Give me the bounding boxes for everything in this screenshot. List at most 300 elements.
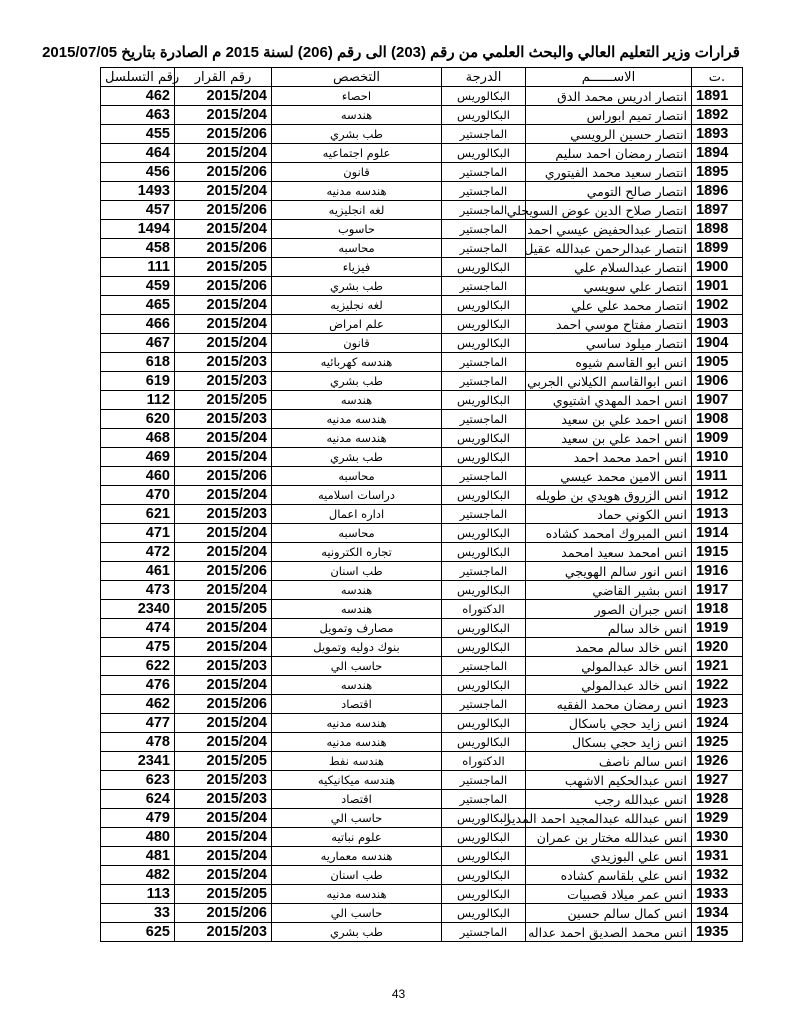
cell-name: انس احمد علي بن سعيد: [526, 429, 692, 448]
cell-num: 1914: [692, 524, 743, 543]
cell-degree: البكالوريس: [442, 866, 526, 885]
cell-degree: البكالوريس: [442, 144, 526, 163]
table-row: [101, 600, 743, 619]
table-row: [101, 372, 743, 391]
cell-num: 1899: [692, 239, 743, 258]
cell-decision: 2015/206: [175, 562, 272, 581]
cell-seq: 472: [101, 543, 175, 562]
cell-name: انس امحمد سعيد امحمد: [526, 543, 692, 562]
cell-specialty: هندسه مدنيه: [272, 733, 442, 752]
cell-seq: 624: [101, 790, 175, 809]
table-row: [101, 752, 743, 771]
cell-num: 1917: [692, 581, 743, 600]
cell-degree: الماجستير: [442, 790, 526, 809]
cell-specialty: طب بشري: [272, 448, 442, 467]
cell-specialty: قانون: [272, 334, 442, 353]
cell-decision: 2015/204: [175, 524, 272, 543]
cell-degree: البكالوريس: [442, 429, 526, 448]
cell-num: 1893: [692, 125, 743, 144]
cell-num: 1906: [692, 372, 743, 391]
cell-degree: البكالوريس: [442, 885, 526, 904]
cell-name: انتصار صلاح الدين عوض السويحلي: [526, 201, 692, 220]
cell-name: انس الزروق هويدي بن طويله: [526, 486, 692, 505]
cell-seq: 620: [101, 410, 175, 429]
cell-decision: 2015/206: [175, 904, 272, 923]
table-row: [101, 239, 743, 258]
cell-name: انتصار عبدالرحمن عبدالله عقيل: [526, 239, 692, 258]
cell-seq: 470: [101, 486, 175, 505]
cell-seq: 625: [101, 923, 175, 942]
cell-name: انتصار محمد علي علي: [526, 296, 692, 315]
table-row: [101, 106, 743, 125]
cell-num: 1904: [692, 334, 743, 353]
table-row: [101, 714, 743, 733]
table-row: [101, 866, 743, 885]
cell-name: انس رمضان محمد الفقيه: [526, 695, 692, 714]
cell-specialty: هندسه نفط: [272, 752, 442, 771]
cell-decision: 2015/204: [175, 581, 272, 600]
cell-num: 1921: [692, 657, 743, 676]
cell-num: 1909: [692, 429, 743, 448]
cell-specialty: علم امراض: [272, 315, 442, 334]
table-row: [101, 581, 743, 600]
cell-seq: 461: [101, 562, 175, 581]
table-row: [101, 163, 743, 182]
cell-specialty: هندسه مدنيه: [272, 714, 442, 733]
cell-decision: 2015/204: [175, 733, 272, 752]
cell-name: انتصار صالح التومي: [526, 182, 692, 201]
table-row: [101, 334, 743, 353]
cell-specialty: اقتصاد: [272, 790, 442, 809]
table-row: [101, 524, 743, 543]
cell-num: 1911: [692, 467, 743, 486]
cell-decision: 2015/204: [175, 334, 272, 353]
cell-num: 1934: [692, 904, 743, 923]
cell-degree: البكالوريس: [442, 448, 526, 467]
cell-name: انس خالد سالم: [526, 619, 692, 638]
cell-decision: 2015/206: [175, 163, 272, 182]
cell-seq: 2340: [101, 600, 175, 619]
cell-decision: 2015/206: [175, 201, 272, 220]
header-specialty: التخصص: [272, 68, 442, 87]
cell-specialty: طب بشري: [272, 923, 442, 942]
cell-name: انس جبران الصور: [526, 600, 692, 619]
table-row: [101, 828, 743, 847]
table-row: [101, 847, 743, 866]
cell-num: 1897: [692, 201, 743, 220]
cell-decision: 2015/205: [175, 258, 272, 277]
cell-degree: الماجستير: [442, 182, 526, 201]
cell-num: 1912: [692, 486, 743, 505]
cell-seq: 2341: [101, 752, 175, 771]
header-name: الاســــــم: [526, 68, 692, 87]
cell-name: انس كمال سالم حسين: [526, 904, 692, 923]
cell-decision: 2015/204: [175, 87, 272, 106]
cell-degree: الماجستير: [442, 372, 526, 391]
cell-name: انس خالد سالم محمد: [526, 638, 692, 657]
cell-decision: 2015/203: [175, 353, 272, 372]
cell-degree: البكالوريس: [442, 543, 526, 562]
cell-degree: الدكتوراه: [442, 752, 526, 771]
cell-seq: 458: [101, 239, 175, 258]
cell-decision: 2015/204: [175, 714, 272, 733]
cell-degree: البكالوريس: [442, 315, 526, 334]
cell-seq: 111: [101, 258, 175, 277]
table-row: [101, 486, 743, 505]
cell-specialty: علوم اجتماعيه: [272, 144, 442, 163]
cell-num: 1922: [692, 676, 743, 695]
cell-seq: 457: [101, 201, 175, 220]
cell-specialty: مصارف وتمويل: [272, 619, 442, 638]
cell-name: انس علي البوزيدي: [526, 847, 692, 866]
cell-degree: الماجستير: [442, 163, 526, 182]
table-row: [101, 258, 743, 277]
cell-seq: 465: [101, 296, 175, 315]
table-row: [101, 771, 743, 790]
cell-name: انتصار عبدالحفيض عيسي احمد: [526, 220, 692, 239]
cell-seq: 455: [101, 125, 175, 144]
table-row: [101, 296, 743, 315]
cell-degree: البكالوريس: [442, 296, 526, 315]
cell-specialty: بنوك دوليه وتمويل: [272, 638, 442, 657]
cell-degree: الماجستير: [442, 125, 526, 144]
header-seq: رقم التسلسل: [101, 68, 175, 87]
table-row: [101, 353, 743, 372]
table-row: [101, 201, 743, 220]
cell-seq: 1494: [101, 220, 175, 239]
cell-decision: 2015/203: [175, 657, 272, 676]
cell-seq: 471: [101, 524, 175, 543]
cell-specialty: حاسوب: [272, 220, 442, 239]
cell-decision: 2015/204: [175, 486, 272, 505]
cell-name: انس عبدالله رجب: [526, 790, 692, 809]
cell-seq: 618: [101, 353, 175, 372]
cell-name: انتصار ميلود ساسي: [526, 334, 692, 353]
table-row: [101, 809, 743, 828]
cell-degree: الماجستير: [442, 467, 526, 486]
cell-decision: 2015/206: [175, 467, 272, 486]
cell-degree: البكالوريس: [442, 486, 526, 505]
cell-decision: 2015/206: [175, 125, 272, 144]
cell-decision: 2015/203: [175, 771, 272, 790]
cell-decision: 2015/204: [175, 315, 272, 334]
cell-num: 1891: [692, 87, 743, 106]
table-row: [101, 448, 743, 467]
cell-specialty: فيزياء: [272, 258, 442, 277]
cell-decision: 2015/204: [175, 809, 272, 828]
cell-num: 1905: [692, 353, 743, 372]
cell-decision: 2015/205: [175, 752, 272, 771]
cell-degree: البكالوريس: [442, 258, 526, 277]
cell-specialty: هندسه: [272, 600, 442, 619]
cell-decision: 2015/205: [175, 391, 272, 410]
cell-name: انس عبدالله مختار بن عمران: [526, 828, 692, 847]
table-body: [101, 87, 743, 942]
cell-degree: الماجستير: [442, 239, 526, 258]
cell-name: انس زايد حجي باسكال: [526, 714, 692, 733]
cell-specialty: لغه انجليزيه: [272, 201, 442, 220]
cell-name: انس انور سالم الهويجي: [526, 562, 692, 581]
table-row: [101, 467, 743, 486]
page-number: 43: [391, 987, 406, 1001]
cell-seq: 480: [101, 828, 175, 847]
cell-degree: البكالوريس: [442, 106, 526, 125]
cell-decision: 2015/203: [175, 410, 272, 429]
cell-specialty: هندسه مدنيه: [272, 885, 442, 904]
header-num: ت.: [692, 68, 743, 87]
cell-specialty: هندسه معماريه: [272, 847, 442, 866]
decisions-table: [100, 67, 743, 942]
cell-num: 1916: [692, 562, 743, 581]
cell-name: انس سالم ناصف: [526, 752, 692, 771]
cell-num: 1892: [692, 106, 743, 125]
cell-name: انس بشير القاضي: [526, 581, 692, 600]
cell-decision: 2015/205: [175, 885, 272, 904]
cell-decision: 2015/204: [175, 220, 272, 239]
cell-num: 1932: [692, 866, 743, 885]
cell-name: انس محمد الصديق احمد عداله: [526, 923, 692, 942]
cell-num: 1930: [692, 828, 743, 847]
cell-seq: 1493: [101, 182, 175, 201]
cell-decision: 2015/203: [175, 505, 272, 524]
cell-name: انتصار تميم ابوراس: [526, 106, 692, 125]
table-row: [101, 695, 743, 714]
cell-name: انس خالد عبدالمولي: [526, 676, 692, 695]
cell-seq: 464: [101, 144, 175, 163]
table-row: [101, 562, 743, 581]
cell-num: 1933: [692, 885, 743, 904]
cell-specialty: هندسه: [272, 391, 442, 410]
cell-seq: 466: [101, 315, 175, 334]
cell-degree: الماجستير: [442, 277, 526, 296]
cell-specialty: اقتصاد: [272, 695, 442, 714]
cell-specialty: طب اسنان: [272, 866, 442, 885]
cell-name: انتصار مفتاح موسي احمد: [526, 315, 692, 334]
cell-name: انتصار حسين الرويسي: [526, 125, 692, 144]
cell-specialty: هندسه ميكانيكيه: [272, 771, 442, 790]
cell-specialty: علوم نباتيه: [272, 828, 442, 847]
cell-num: 1929: [692, 809, 743, 828]
cell-decision: 2015/204: [175, 866, 272, 885]
cell-decision: 2015/206: [175, 277, 272, 296]
cell-specialty: طب بشري: [272, 277, 442, 296]
cell-degree: البكالوريس: [442, 638, 526, 657]
cell-decision: 2015/203: [175, 923, 272, 942]
cell-decision: 2015/204: [175, 182, 272, 201]
cell-num: 1935: [692, 923, 743, 942]
cell-seq: 463: [101, 106, 175, 125]
cell-seq: 473: [101, 581, 175, 600]
cell-seq: 622: [101, 657, 175, 676]
cell-num: 1910: [692, 448, 743, 467]
cell-seq: 460: [101, 467, 175, 486]
document-title: قرارات وزير التعليم العالي والبحث العلمي من رقم (203) الى رقم (206) لسنة 2015 م الصادرة بتاريخ 2015/07/05: [42, 44, 740, 61]
cell-seq: 468: [101, 429, 175, 448]
cell-specialty: لغه نجليزيه: [272, 296, 442, 315]
cell-specialty: محاسبه: [272, 239, 442, 258]
cell-name: انتصار سعيد محمد الفيتوري: [526, 163, 692, 182]
cell-name: انس ابوالقاسم الكيلاني الجربي: [526, 372, 692, 391]
cell-decision: 2015/203: [175, 372, 272, 391]
cell-name: انس عمر ميلاد قصبيات: [526, 885, 692, 904]
cell-num: 1913: [692, 505, 743, 524]
cell-degree: البكالوريس: [442, 581, 526, 600]
table-row: [101, 87, 743, 106]
cell-specialty: هندسه مدنيه: [272, 410, 442, 429]
table-row: [101, 391, 743, 410]
cell-name: انتصار علي سويسي: [526, 277, 692, 296]
cell-seq: 482: [101, 866, 175, 885]
cell-specialty: هندسه: [272, 106, 442, 125]
cell-decision: 2015/206: [175, 239, 272, 258]
cell-seq: 469: [101, 448, 175, 467]
table-row: [101, 619, 743, 638]
cell-decision: 2015/204: [175, 676, 272, 695]
cell-degree: الماجستير: [442, 657, 526, 676]
cell-degree: البكالوريس: [442, 733, 526, 752]
cell-seq: 462: [101, 87, 175, 106]
cell-num: 1908: [692, 410, 743, 429]
cell-num: 1900: [692, 258, 743, 277]
cell-num: 1898: [692, 220, 743, 239]
table-row: [101, 543, 743, 562]
cell-num: 1915: [692, 543, 743, 562]
cell-decision: 2015/204: [175, 106, 272, 125]
cell-num: 1919: [692, 619, 743, 638]
table-row: [101, 676, 743, 695]
cell-num: 1923: [692, 695, 743, 714]
cell-num: 1894: [692, 144, 743, 163]
cell-degree: البكالوريس: [442, 828, 526, 847]
cell-specialty: دراسات اسلاميه: [272, 486, 442, 505]
cell-degree: الدكتوراه: [442, 600, 526, 619]
header-degree: الدرجة: [442, 68, 526, 87]
cell-seq: 479: [101, 809, 175, 828]
cell-specialty: هندسه مدنيه: [272, 182, 442, 201]
cell-decision: 2015/204: [175, 847, 272, 866]
table-row: [101, 923, 743, 942]
cell-degree: الماجستير: [442, 695, 526, 714]
cell-seq: 456: [101, 163, 175, 182]
cell-degree: الماجستير: [442, 220, 526, 239]
cell-num: 1928: [692, 790, 743, 809]
cell-name: انس عبدالله عبدالمجيد احمد المدير: [526, 809, 692, 828]
cell-decision: 2015/204: [175, 828, 272, 847]
cell-num: 1918: [692, 600, 743, 619]
cell-num: 1924: [692, 714, 743, 733]
cell-decision: 2015/205: [175, 600, 272, 619]
cell-specialty: حاسب الي: [272, 657, 442, 676]
table-header-row: [101, 68, 743, 87]
cell-degree: البكالوريس: [442, 87, 526, 106]
cell-seq: 467: [101, 334, 175, 353]
cell-specialty: هندسه كهربائيه: [272, 353, 442, 372]
cell-name: انس علي بلقاسم كشاده: [526, 866, 692, 885]
cell-name: انتصار رمضان احمد سليم: [526, 144, 692, 163]
cell-decision: 2015/204: [175, 296, 272, 315]
cell-decision: 2015/204: [175, 638, 272, 657]
cell-seq: 478: [101, 733, 175, 752]
cell-specialty: محاسبه: [272, 524, 442, 543]
cell-num: 1903: [692, 315, 743, 334]
cell-num: 1927: [692, 771, 743, 790]
table-row: [101, 429, 743, 448]
cell-specialty: تجاره الكترونيه: [272, 543, 442, 562]
cell-specialty: طب بشري: [272, 125, 442, 144]
cell-decision: 2015/204: [175, 429, 272, 448]
cell-seq: 477: [101, 714, 175, 733]
cell-num: 1925: [692, 733, 743, 752]
table-row: [101, 638, 743, 657]
table-row: [101, 125, 743, 144]
table-row: [101, 315, 743, 334]
cell-specialty: احصاء: [272, 87, 442, 106]
cell-name: انس المبروك امحمد كشاده: [526, 524, 692, 543]
table-row: [101, 904, 743, 923]
cell-num: 1901: [692, 277, 743, 296]
cell-decision: 2015/204: [175, 144, 272, 163]
cell-seq: 462: [101, 695, 175, 714]
cell-degree: البكالوريس: [442, 619, 526, 638]
cell-num: 1895: [692, 163, 743, 182]
table-row: [101, 505, 743, 524]
table-row: [101, 182, 743, 201]
cell-specialty: هندسه: [272, 676, 442, 695]
cell-degree: البكالوريس: [442, 809, 526, 828]
cell-name: انتصار عبدالسلام علي: [526, 258, 692, 277]
cell-degree: البكالوريس: [442, 391, 526, 410]
cell-name: انس الكوني حماد: [526, 505, 692, 524]
table-row: [101, 790, 743, 809]
cell-degree: البكالوريس: [442, 714, 526, 733]
cell-name: انس الامين محمد عيسي: [526, 467, 692, 486]
cell-degree: الماجستير: [442, 562, 526, 581]
cell-num: 1907: [692, 391, 743, 410]
cell-degree: الماجستير: [442, 505, 526, 524]
cell-degree: الماجستير: [442, 353, 526, 372]
cell-specialty: طب بشري: [272, 372, 442, 391]
cell-name: انس احمد المهدي اشتيوي: [526, 391, 692, 410]
cell-specialty: حاسب الي: [272, 809, 442, 828]
cell-degree: البكالوريس: [442, 676, 526, 695]
cell-name: انس احمد علي بن سعيد: [526, 410, 692, 429]
cell-num: 1902: [692, 296, 743, 315]
table-row: [101, 885, 743, 904]
cell-seq: 621: [101, 505, 175, 524]
cell-specialty: قانون: [272, 163, 442, 182]
cell-seq: 113: [101, 885, 175, 904]
table-row: [101, 657, 743, 676]
cell-num: 1920: [692, 638, 743, 657]
cell-degree: الماجستير: [442, 201, 526, 220]
cell-degree: البكالوريس: [442, 904, 526, 923]
cell-decision: 2015/204: [175, 619, 272, 638]
cell-degree: الماجستير: [442, 923, 526, 942]
cell-name: انتصار ادريس محمد الدق: [526, 87, 692, 106]
cell-name: انس زايد حجي بسكال: [526, 733, 692, 752]
cell-specialty: طب اسنان: [272, 562, 442, 581]
cell-seq: 623: [101, 771, 175, 790]
cell-seq: 459: [101, 277, 175, 296]
cell-decision: 2015/206: [175, 695, 272, 714]
cell-degree: الماجستير: [442, 410, 526, 429]
cell-specialty: اداره اعمال: [272, 505, 442, 524]
cell-specialty: محاسبه: [272, 467, 442, 486]
cell-num: 1931: [692, 847, 743, 866]
cell-specialty: هندسه مدنيه: [272, 429, 442, 448]
table-row: [101, 277, 743, 296]
cell-seq: 475: [101, 638, 175, 657]
